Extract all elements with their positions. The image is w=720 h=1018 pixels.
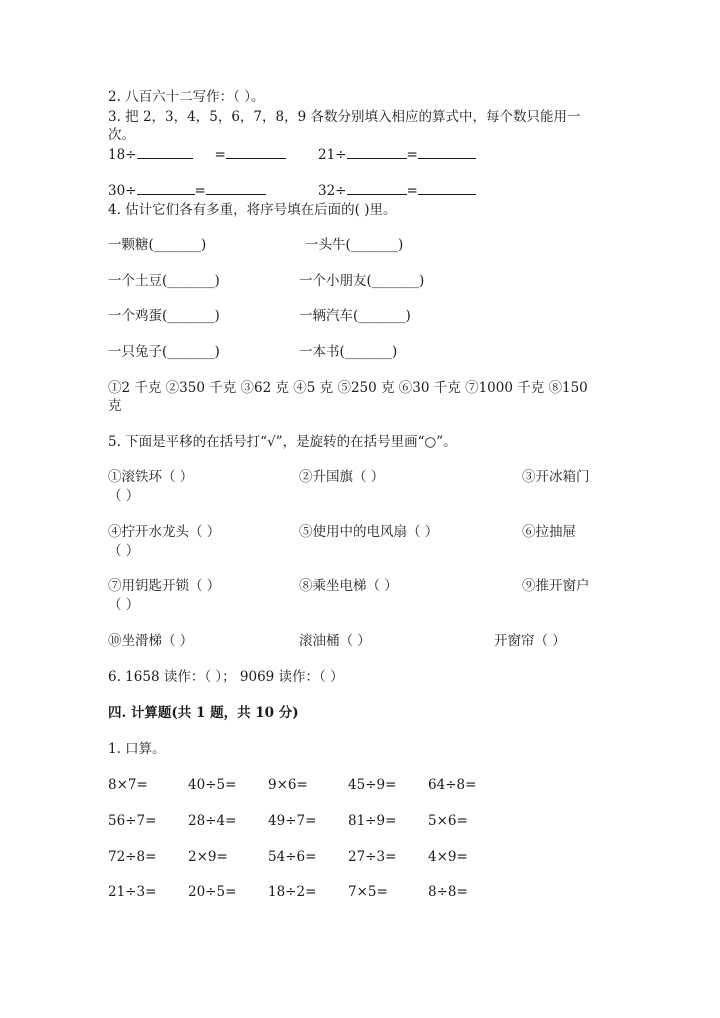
q4-item: 一只兔子(_______) <box>108 344 220 360</box>
calc-item: 2×9= <box>188 849 228 865</box>
calc-item: 49÷7= <box>268 813 317 829</box>
calc-item: 5×6= <box>428 813 468 829</box>
question-3-text-line1: 3. 把 2，3，4，5，6，7，8，9 各数分别填入相应的算式中，每个数只能用一 <box>108 109 581 125</box>
calc-item: 21÷3= <box>108 884 157 900</box>
q5-item: ⑧乘坐电梯（ ） <box>299 578 398 594</box>
q3-blank[interactable] <box>347 146 407 159</box>
q5-item: （ ） <box>108 488 140 504</box>
q3-row1-right <box>318 146 476 164</box>
q5-item: ③开冰箱门 <box>522 469 590 485</box>
q3-row1-right-eq: = <box>406 147 418 163</box>
q3-blank[interactable] <box>226 146 286 159</box>
q5-item: （ ） <box>108 597 140 613</box>
q4-options-line1: ①2 千克 ②350 千克 ③62 克 ④5 克 ⑤250 克 ⑥30 千克 ⑦1000 千克 ⑧150 <box>108 380 588 396</box>
q3-row2-right-eq: = <box>406 183 418 199</box>
q4-item: 一颗糖(_______) <box>108 237 207 253</box>
q3-row2-right <box>318 182 476 200</box>
section-4-heading: 四. 计算题(共 1 题，共 10 分) <box>108 705 299 721</box>
calc-item: 4×9= <box>428 849 468 865</box>
calc-item: 56÷7= <box>108 813 157 829</box>
q5-item: ④拧开水龙头（ ） <box>108 524 221 540</box>
q3-row2-left <box>108 182 266 200</box>
calc-item: 40÷5= <box>188 777 237 793</box>
question-6: 6. 1658 读作：（ ）； 9069 读作：（ ） <box>108 669 344 685</box>
question-2: 2. 八百六十二写作：（ ）。 <box>108 89 265 105</box>
q3-row2-left-prefix: 30÷ <box>108 183 137 199</box>
calc-item: 72÷8= <box>108 849 157 865</box>
q3-row1-right-prefix: 21÷ <box>318 147 347 163</box>
q4-options-line2: 克 <box>108 398 122 414</box>
question-4-title: 4. 估计它们各有多重，将序号填在后面的( )里。 <box>108 202 397 218</box>
q5-item: （ ） <box>108 543 140 559</box>
calc-item: 9×6= <box>268 777 308 793</box>
q3-blank[interactable] <box>137 146 193 159</box>
q3-row1-left-prefix: 18÷ <box>108 147 137 163</box>
q3-blank[interactable] <box>347 182 407 195</box>
q3-row1-left-eq: = <box>214 147 226 163</box>
calc-item: 27÷3= <box>348 849 397 865</box>
calc-item: 64÷8= <box>428 777 477 793</box>
q5-item: ⑦用钥匙开锁（ ） <box>108 578 221 594</box>
q5-item: ⑩坐滑梯（ ） <box>108 633 194 649</box>
q5-item: ⑨推开窗户 <box>522 578 590 594</box>
q5-item: 开窗帘（ ） <box>494 633 566 649</box>
q4-item: 一个小朋友(_______) <box>299 273 425 289</box>
q3-row1-left <box>108 146 286 164</box>
calc-item: 45÷9= <box>348 777 397 793</box>
q4-item: 一个鸡蛋(_______) <box>108 308 220 324</box>
q5-item: ⑥拉抽屉 <box>522 524 576 540</box>
q3-blank[interactable] <box>137 182 195 195</box>
q4-item: 一个土豆(_______) <box>108 273 220 289</box>
section-4-subheading: 1. 口算。 <box>108 741 166 757</box>
q5-item: 滚油桶（ ） <box>299 633 371 649</box>
q4-item: 一辆汽车(_______) <box>299 308 411 324</box>
q3-blank[interactable] <box>418 182 476 195</box>
q4-item: 一头牛(_______) <box>305 237 404 253</box>
q3-blank[interactable] <box>206 182 266 195</box>
q5-item: ⑤使用中的电风扇（ ） <box>299 524 439 540</box>
q3-row2-right-prefix: 32÷ <box>318 183 347 199</box>
calc-item: 28÷4= <box>188 813 237 829</box>
q3-row2-left-eq: = <box>194 183 206 199</box>
q4-item: 一本书(_______) <box>299 344 398 360</box>
calc-item: 18÷2= <box>268 884 317 900</box>
question-3-text-line2: 次。 <box>108 127 135 143</box>
calc-item: 7×5= <box>348 884 388 900</box>
calc-item: 20÷5= <box>188 884 237 900</box>
q5-item: ②升国旗（ ） <box>299 469 385 485</box>
calc-item: 8×7= <box>108 777 148 793</box>
calc-item: 8÷8= <box>428 884 468 900</box>
q3-blank[interactable] <box>418 146 476 159</box>
q5-item: ①滚铁环（ ） <box>108 469 194 485</box>
calc-item: 81÷9= <box>348 813 397 829</box>
calc-item: 54÷6= <box>268 849 317 865</box>
question-5-title: 5. 下面是平移的在括号打“√”，是旋转的在括号里画“○”。 <box>108 434 457 450</box>
